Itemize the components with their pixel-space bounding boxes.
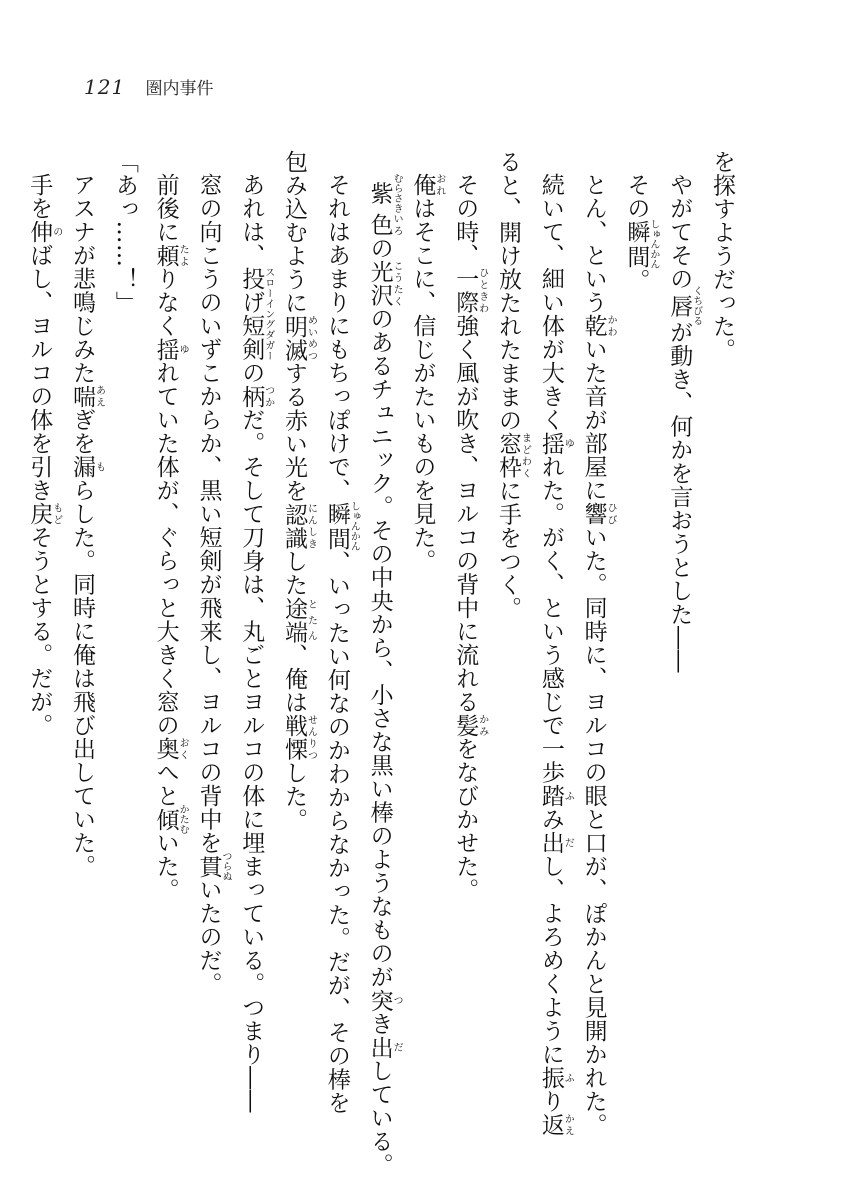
text-run: 包み込むように	[281, 150, 308, 315]
text-line	[402, 150, 445, 1165]
text-run: あれは、	[238, 173, 265, 267]
ruby-reading: の	[50, 220, 62, 244]
text-run: れた。がく、という感じで一歩	[537, 455, 564, 784]
ruby-reading: むらさき	[391, 173, 403, 213]
text-run: へと	[152, 760, 179, 808]
text-run: に手をつく。	[495, 479, 522, 620]
ruby-word	[152, 243, 189, 268]
text-run: ると、開け放たれたままの	[495, 150, 522, 432]
ruby-word	[366, 173, 403, 213]
text-run: その	[623, 173, 650, 220]
text-run: し、よろめくように	[537, 854, 564, 1066]
ruby-reading: つか	[262, 384, 274, 408]
ruby-base: 伸	[26, 220, 53, 244]
ruby-word	[366, 1035, 403, 1060]
ruby-base: 喘	[69, 384, 96, 408]
ruby-word	[238, 384, 274, 409]
ruby-base: 踏	[537, 784, 564, 808]
text-line	[18, 150, 61, 1165]
ruby-base: 俺	[409, 173, 436, 197]
ruby-base: 奥	[152, 737, 179, 761]
page-number: 121	[84, 75, 126, 99]
ruby-base: 揺	[537, 431, 564, 455]
text-run: いた。同時に、ヨルコの眼と口が、ぽかんと見開かれた。	[580, 525, 607, 1137]
ruby-word	[366, 988, 403, 1013]
text-line	[104, 150, 145, 1165]
ruby-word	[281, 714, 317, 761]
ruby-base: 響	[580, 502, 607, 526]
text-line	[316, 150, 359, 1165]
text-run: を探すようだった。	[709, 150, 735, 362]
ruby-reading: ひび	[605, 502, 617, 526]
text-run: み	[537, 807, 564, 831]
ruby-base: 突	[366, 988, 393, 1012]
ruby-base: 投げ短剣	[238, 267, 265, 361]
text-run: 手を	[26, 173, 53, 220]
ruby-word	[537, 1113, 574, 1137]
text-run: いた音が部屋に	[580, 337, 607, 502]
ruby-reading: ゆ	[177, 337, 189, 361]
ruby-word	[69, 384, 105, 409]
text-line	[444, 150, 487, 1165]
text-line	[573, 150, 616, 1165]
ruby-reading: もど	[50, 502, 62, 526]
text-run: りなく	[152, 267, 179, 338]
ruby-reading: ふ	[562, 1066, 574, 1090]
ruby-word	[281, 596, 317, 644]
ruby-word	[152, 337, 189, 362]
text-line	[616, 150, 659, 1165]
text-run: ばし、ヨルコの体を引き	[26, 243, 53, 502]
text-run: 強く風が吹き、ヨルコの背中に流れる	[452, 314, 479, 714]
text-run: はそこに、信じがたいものを見た。	[409, 196, 436, 573]
ruby-reading: スローイングダガー	[262, 267, 274, 361]
page-header	[84, 74, 214, 99]
text-line	[701, 150, 742, 1165]
ruby-word	[323, 501, 360, 552]
text-run: らした。同時に俺は飛び出していた。	[69, 478, 96, 878]
text-run: をなびかせた。	[452, 737, 479, 902]
ruby-base: 出	[366, 1035, 393, 1059]
text-run: 、俺は	[281, 643, 308, 714]
text-run: が動き、何かを言おうとした――	[666, 320, 693, 673]
text-run: した	[281, 549, 308, 597]
ruby-word	[452, 713, 488, 738]
ruby-reading: つ	[391, 988, 403, 1012]
text-run: している。	[366, 1059, 393, 1177]
ruby-word	[409, 173, 445, 197]
ruby-base: 頼	[152, 243, 179, 267]
text-run: その時、	[452, 173, 479, 267]
ruby-reading: かたむ	[177, 804, 189, 835]
ruby-base: 貫	[195, 851, 222, 882]
ruby-base: 出	[537, 831, 564, 855]
ruby-base: 揺	[152, 337, 179, 361]
text-run: そうとする。だが。	[26, 525, 53, 737]
ruby-base: 色	[366, 213, 393, 237]
ruby-word	[495, 432, 531, 479]
text-run: いたのだ。	[195, 878, 222, 996]
ruby-base: 途端	[281, 596, 308, 644]
text-run: した。	[281, 761, 308, 832]
ruby-base: 唇	[666, 285, 693, 326]
ruby-base: 窓枠	[495, 432, 522, 479]
ruby-reading: だ	[562, 831, 574, 855]
text-line	[145, 150, 188, 1165]
text-line	[230, 150, 273, 1165]
text-run: り	[537, 1089, 564, 1113]
text-line	[188, 150, 231, 1165]
ruby-reading: とたん	[305, 596, 317, 644]
ruby-reading: たよ	[177, 243, 189, 267]
ruby-word	[537, 831, 574, 855]
text-run: のあるチュニック。その中央から、小さな黒い棒のようなものが	[366, 307, 393, 989]
ruby-reading: こうたく	[391, 260, 403, 307]
ruby-word	[537, 784, 574, 808]
text-line	[359, 150, 403, 1177]
ruby-base: 漏	[69, 455, 96, 479]
ruby-reading: も	[93, 455, 105, 479]
text-run: それはあまりにもちっぽけで、	[323, 173, 350, 502]
ruby-base: 認識	[281, 502, 308, 550]
ruby-reading: いろ	[391, 213, 403, 237]
ruby-base: 一際	[452, 267, 479, 314]
text-line	[273, 150, 316, 1165]
text-line	[658, 150, 701, 1165]
text-run: やがてその	[666, 173, 693, 291]
ruby-word	[666, 285, 702, 326]
chapter-title: 圏内事件	[145, 79, 214, 99]
text-run: き	[366, 1012, 393, 1036]
ruby-reading: つらぬ	[219, 851, 231, 882]
ruby-word	[537, 431, 574, 456]
ruby-word	[580, 502, 617, 526]
ruby-word	[537, 1066, 574, 1090]
text-run: 前後に	[152, 173, 179, 244]
ruby-base: 振	[537, 1066, 564, 1090]
ruby-reading: ゆ	[562, 431, 574, 455]
ruby-reading: かみ	[476, 713, 488, 737]
ruby-base: 乾	[580, 314, 607, 338]
text-run: いた。	[152, 831, 179, 902]
ruby-reading: かえ	[562, 1113, 574, 1137]
ruby-word	[623, 219, 659, 270]
ruby-word	[152, 737, 189, 761]
ruby-reading: おれ	[433, 173, 445, 197]
ruby-base: 返	[537, 1113, 564, 1137]
ruby-base: 戻	[26, 502, 53, 526]
ruby-word	[366, 213, 403, 237]
ruby-word	[69, 455, 105, 479]
ruby-base: 瞬間	[323, 501, 350, 552]
ruby-word	[452, 267, 488, 314]
ruby-reading: あえ	[93, 384, 105, 408]
ruby-reading: しゅんかん	[348, 501, 360, 552]
ruby-reading: ふ	[562, 784, 574, 808]
ruby-word	[152, 804, 189, 835]
text-run: 、いったい何なのかわからなかった。だが、その棒を	[323, 550, 350, 1115]
ruby-base: 戦慄	[281, 714, 308, 761]
ruby-word	[366, 260, 403, 307]
ruby-word	[281, 314, 317, 362]
ruby-word	[281, 502, 317, 550]
ruby-word	[580, 314, 617, 338]
ruby-reading: めいめつ	[305, 314, 317, 362]
ruby-base: 髪	[452, 713, 479, 737]
ruby-word	[195, 851, 231, 882]
text-line	[487, 150, 530, 1165]
text-line	[530, 150, 573, 1165]
ruby-base: 瞬間	[623, 219, 650, 270]
ruby-reading: かわ	[605, 314, 617, 338]
text-run: アスナが悲鳴じみた	[69, 173, 96, 385]
ruby-base: 光沢	[366, 260, 393, 307]
ruby-base: 明滅	[281, 314, 308, 362]
ruby-base: 柄	[238, 384, 265, 408]
ruby-reading: にんしき	[305, 502, 317, 550]
text-run: 。	[623, 268, 650, 292]
ruby-reading: まどわく	[519, 432, 531, 479]
ruby-reading: だ	[391, 1035, 403, 1059]
text-run: 続いて、細い体が大きく	[537, 173, 564, 432]
ruby-base: 紫	[366, 173, 393, 213]
ruby-reading: しゅんかん	[647, 219, 659, 270]
ruby-reading: おく	[177, 737, 189, 761]
ruby-word	[238, 267, 274, 361]
text-run: の	[366, 236, 393, 260]
ruby-reading: せんりつ	[305, 714, 317, 761]
text-run: 「あっ……！」	[111, 150, 138, 315]
text-line	[61, 150, 104, 1165]
ruby-base: 傾	[152, 804, 179, 835]
body-text	[18, 150, 742, 1177]
ruby-reading: くちびる	[690, 285, 702, 326]
text-run: れていた体が、ぐらっと大きく窓の	[152, 361, 179, 737]
ruby-word	[26, 502, 62, 526]
ruby-reading: ひときわ	[476, 267, 488, 314]
text-run: だ。そして刀身は、丸ごとヨルコの体に埋まっている。つまり――	[238, 408, 265, 1113]
text-run: 窓の向こうのいずこからか、黒い短剣が飛来し、ヨルコの背中を	[195, 173, 222, 855]
text-run: とん、という	[580, 173, 607, 314]
ruby-word	[26, 220, 62, 244]
text-run: する赤い光を	[281, 361, 308, 503]
text-run: ぎを	[69, 408, 96, 455]
text-run: の	[238, 361, 265, 385]
